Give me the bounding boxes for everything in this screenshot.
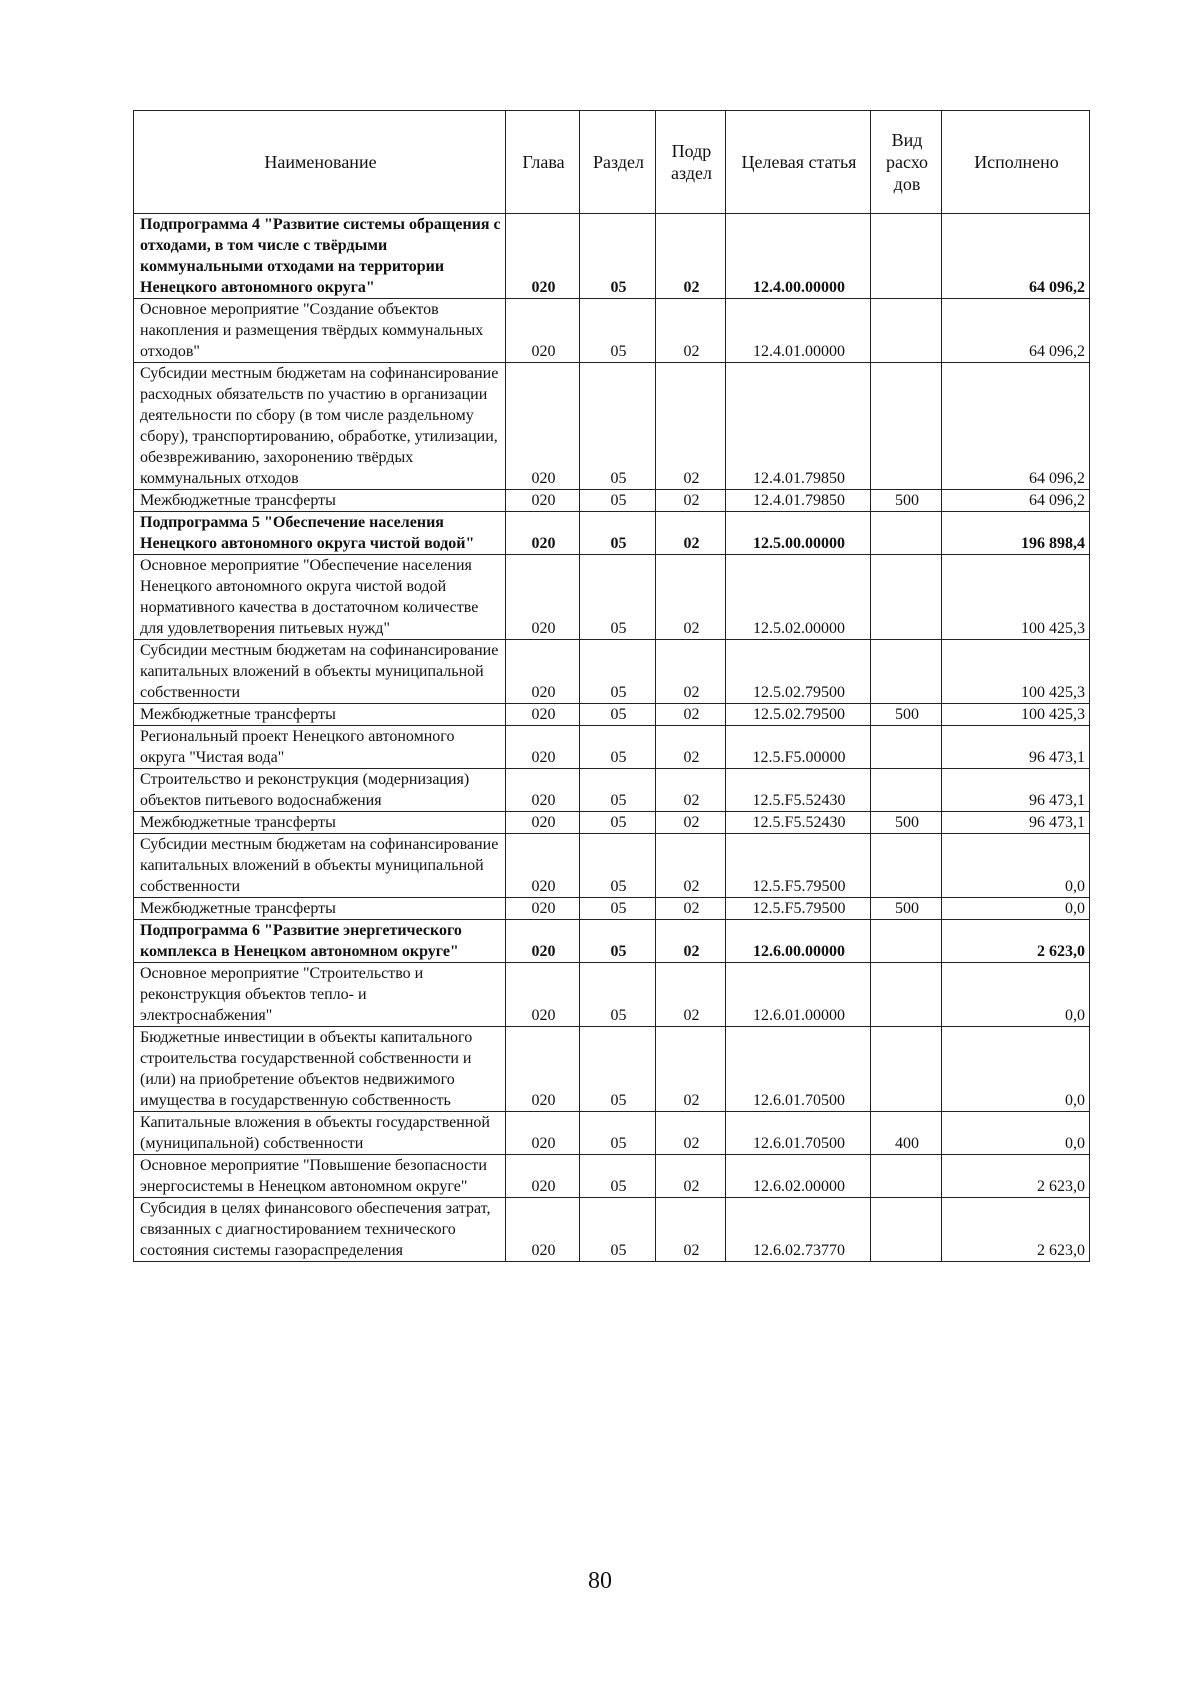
cell-expense-type <box>871 299 942 363</box>
cell-name: Основное мероприятие "Повышение безопасности энергосистемы в Ненецком автономном округе" <box>134 1155 506 1198</box>
cell-razdel: 05 <box>580 834 656 898</box>
cell-glava: 020 <box>506 726 580 769</box>
cell-expense-type: 500 <box>871 812 942 834</box>
table-row <box>134 769 1090 812</box>
cell-glava: 020 <box>506 963 580 1027</box>
cell-target-article: 12.5.F5.52430 <box>726 769 871 812</box>
table-row <box>134 1155 1090 1198</box>
cell-expense-type <box>871 1198 942 1262</box>
table-row <box>134 363 1090 490</box>
cell-name: Строительство и реконструкция (модернизация) объектов питьевого водоснабжения <box>134 769 506 812</box>
cell-name: Межбюджетные трансферты <box>134 490 506 512</box>
cell-name: Межбюджетные трансферты <box>134 704 506 726</box>
cell-podrazdel: 02 <box>656 299 726 363</box>
table-row <box>134 920 1090 963</box>
cell-expense-type <box>871 1027 942 1112</box>
cell-target-article: 12.6.01.00000 <box>726 963 871 1027</box>
cell-name: Подпрограмма 4 "Развитие системы обращения с отходами, в том числе с твёрдыми коммунальными отходами на территории Ненецкого автономного округа" <box>134 214 506 299</box>
table-row <box>134 898 1090 920</box>
cell-glava: 020 <box>506 704 580 726</box>
cell-expense-type: 500 <box>871 704 942 726</box>
cell-target-article: 12.5.00.00000 <box>726 512 871 555</box>
cell-expense-type <box>871 726 942 769</box>
cell-podrazdel: 02 <box>656 555 726 640</box>
cell-razdel: 05 <box>580 1027 656 1112</box>
table-row <box>134 299 1090 363</box>
cell-razdel: 05 <box>580 920 656 963</box>
cell-podrazdel: 02 <box>656 640 726 704</box>
cell-target-article: 12.5.02.79500 <box>726 640 871 704</box>
cell-target-article: 12.4.00.00000 <box>726 214 871 299</box>
cell-expense-type <box>871 214 942 299</box>
cell-executed: 2 623,0 <box>942 1198 1090 1262</box>
cell-target-article: 12.5.02.00000 <box>726 555 871 640</box>
cell-name: Межбюджетные трансферты <box>134 812 506 834</box>
cell-name: Субсидия в целях финансового обеспечения затрат, связанных с диагностированием технического состояния системы газораспределения <box>134 1198 506 1262</box>
cell-name: Подпрограмма 6 "Развитие энергетического комплекса в Ненецком автономном округе" <box>134 920 506 963</box>
cell-glava: 020 <box>506 214 580 299</box>
table-row <box>134 1112 1090 1155</box>
cell-expense-type <box>871 512 942 555</box>
cell-podrazdel: 02 <box>656 490 726 512</box>
cell-razdel: 05 <box>580 898 656 920</box>
cell-glava: 020 <box>506 920 580 963</box>
cell-razdel: 05 <box>580 555 656 640</box>
cell-target-article: 12.5.F5.52430 <box>726 812 871 834</box>
cell-glava: 020 <box>506 812 580 834</box>
cell-glava: 020 <box>506 1027 580 1112</box>
cell-glava: 020 <box>506 490 580 512</box>
table-row <box>134 834 1090 898</box>
cell-name: Основное мероприятие "Создание объектов накопления и размещения твёрдых коммунальных отходов" <box>134 299 506 363</box>
cell-podrazdel: 02 <box>656 920 726 963</box>
cell-razdel: 05 <box>580 640 656 704</box>
table-row <box>134 963 1090 1027</box>
header-target-article: Целевая статья <box>726 111 871 214</box>
cell-razdel: 05 <box>580 1198 656 1262</box>
cell-executed: 0,0 <box>942 1027 1090 1112</box>
cell-glava: 020 <box>506 1112 580 1155</box>
cell-target-article: 12.4.01.79850 <box>726 363 871 490</box>
cell-expense-type: 500 <box>871 898 942 920</box>
cell-executed: 96 473,1 <box>942 726 1090 769</box>
table-row <box>134 490 1090 512</box>
cell-target-article: 12.5.F5.79500 <box>726 834 871 898</box>
cell-razdel: 05 <box>580 1155 656 1198</box>
cell-executed: 2 623,0 <box>942 1155 1090 1198</box>
cell-expense-type <box>871 640 942 704</box>
cell-podrazdel: 02 <box>656 726 726 769</box>
cell-executed: 0,0 <box>942 834 1090 898</box>
cell-executed: 0,0 <box>942 1112 1090 1155</box>
cell-name: Субсидии местным бюджетам на софинансирование расходных обязательств по участию в организации деятельности по сбору (в том числе раздельному сбору), транспортированию, обработке, утилизации, обезвреживанию, захоронению твёрдых коммунальных отходов <box>134 363 506 490</box>
cell-expense-type <box>871 1155 942 1198</box>
cell-executed: 196 898,4 <box>942 512 1090 555</box>
cell-executed: 64 096,2 <box>942 363 1090 490</box>
cell-name: Основное мероприятие "Обеспечение населения Ненецкого автономного округа чистой водой нормативного качества в достаточном количестве для удовлетворения питьевых нужд" <box>134 555 506 640</box>
cell-podrazdel: 02 <box>656 898 726 920</box>
cell-executed: 64 096,2 <box>942 214 1090 299</box>
header-razdel: Раздел <box>580 111 656 214</box>
cell-glava: 020 <box>506 1198 580 1262</box>
cell-executed: 96 473,1 <box>942 812 1090 834</box>
cell-podrazdel: 02 <box>656 1155 726 1198</box>
cell-expense-type: 500 <box>871 490 942 512</box>
cell-glava: 020 <box>506 834 580 898</box>
cell-executed: 0,0 <box>942 963 1090 1027</box>
table-header-row <box>134 111 1090 214</box>
cell-name: Бюджетные инвестиции в объекты капитального строительства государственной собственности и (или) на приобретение объектов недвижимого имущества в государственную собственность <box>134 1027 506 1112</box>
page-number: 80 <box>588 1568 612 1594</box>
cell-glava: 020 <box>506 769 580 812</box>
header-podrazdel: Подр аздел <box>656 111 726 214</box>
cell-podrazdel: 02 <box>656 769 726 812</box>
cell-target-article: 12.5.F5.00000 <box>726 726 871 769</box>
cell-razdel: 05 <box>580 769 656 812</box>
cell-target-article: 12.5.F5.79500 <box>726 898 871 920</box>
table-row <box>134 214 1090 299</box>
cell-expense-type <box>871 920 942 963</box>
cell-razdel: 05 <box>580 812 656 834</box>
table-row <box>134 555 1090 640</box>
cell-podrazdel: 02 <box>656 214 726 299</box>
cell-executed: 64 096,2 <box>942 490 1090 512</box>
cell-razdel: 05 <box>580 726 656 769</box>
table-body <box>134 214 1090 1262</box>
cell-glava: 020 <box>506 299 580 363</box>
cell-podrazdel: 02 <box>656 363 726 490</box>
cell-razdel: 05 <box>580 299 656 363</box>
cell-razdel: 05 <box>580 512 656 555</box>
cell-podrazdel: 02 <box>656 1112 726 1155</box>
table-row <box>134 640 1090 704</box>
cell-target-article: 12.6.01.70500 <box>726 1027 871 1112</box>
cell-executed: 100 425,3 <box>942 555 1090 640</box>
cell-glava: 020 <box>506 555 580 640</box>
header-executed: Исполнено <box>942 111 1090 214</box>
cell-glava: 020 <box>506 640 580 704</box>
cell-executed: 96 473,1 <box>942 769 1090 812</box>
cell-glava: 020 <box>506 898 580 920</box>
cell-name: Подпрограмма 5 "Обеспечение населения Ненецкого автономного округа чистой водой" <box>134 512 506 555</box>
cell-executed: 2 623,0 <box>942 920 1090 963</box>
cell-glava: 020 <box>506 363 580 490</box>
table-row <box>134 1198 1090 1262</box>
cell-razdel: 05 <box>580 490 656 512</box>
header-glava: Глава <box>506 111 580 214</box>
table-row <box>134 1027 1090 1112</box>
cell-podrazdel: 02 <box>656 834 726 898</box>
cell-name: Капитальные вложения в объекты государственной (муниципальной) собственности <box>134 1112 506 1155</box>
cell-target-article: 12.4.01.79850 <box>726 490 871 512</box>
cell-target-article: 12.6.00.00000 <box>726 920 871 963</box>
cell-target-article: 12.6.01.70500 <box>726 1112 871 1155</box>
cell-expense-type <box>871 963 942 1027</box>
cell-glava: 020 <box>506 1155 580 1198</box>
table-row <box>134 704 1090 726</box>
cell-podrazdel: 02 <box>656 812 726 834</box>
cell-podrazdel: 02 <box>656 1198 726 1262</box>
cell-name: Межбюджетные трансферты <box>134 898 506 920</box>
budget-execution-table <box>133 110 1090 1262</box>
cell-expense-type <box>871 769 942 812</box>
cell-executed: 64 096,2 <box>942 299 1090 363</box>
table-row <box>134 726 1090 769</box>
cell-target-article: 12.6.02.00000 <box>726 1155 871 1198</box>
cell-podrazdel: 02 <box>656 1027 726 1112</box>
cell-razdel: 05 <box>580 704 656 726</box>
cell-razdel: 05 <box>580 214 656 299</box>
cell-target-article: 12.6.02.73770 <box>726 1198 871 1262</box>
cell-name: Региональный проект Ненецкого автономного округа "Чистая вода" <box>134 726 506 769</box>
cell-expense-type <box>871 834 942 898</box>
cell-executed: 100 425,3 <box>942 704 1090 726</box>
cell-razdel: 05 <box>580 963 656 1027</box>
cell-podrazdel: 02 <box>656 704 726 726</box>
cell-podrazdel: 02 <box>656 512 726 555</box>
cell-target-article: 12.4.01.00000 <box>726 299 871 363</box>
cell-expense-type: 400 <box>871 1112 942 1155</box>
cell-executed: 0,0 <box>942 898 1090 920</box>
table-row <box>134 512 1090 555</box>
cell-target-article: 12.5.02.79500 <box>726 704 871 726</box>
cell-razdel: 05 <box>580 363 656 490</box>
cell-glava: 020 <box>506 512 580 555</box>
header-expense-type: Вид расхо дов <box>871 111 942 214</box>
cell-expense-type <box>871 363 942 490</box>
cell-razdel: 05 <box>580 1112 656 1155</box>
cell-name: Субсидии местным бюджетам на софинансирование капитальных вложений в объекты муниципальной собственности <box>134 834 506 898</box>
cell-podrazdel: 02 <box>656 963 726 1027</box>
header-name: Наименование <box>134 111 506 214</box>
cell-name: Основное мероприятие "Строительство и реконструкция объектов тепло- и электроснабжения" <box>134 963 506 1027</box>
table-row <box>134 812 1090 834</box>
cell-name: Субсидии местным бюджетам на софинансирование капитальных вложений в объекты муниципальной собственности <box>134 640 506 704</box>
cell-expense-type <box>871 555 942 640</box>
cell-executed: 100 425,3 <box>942 640 1090 704</box>
